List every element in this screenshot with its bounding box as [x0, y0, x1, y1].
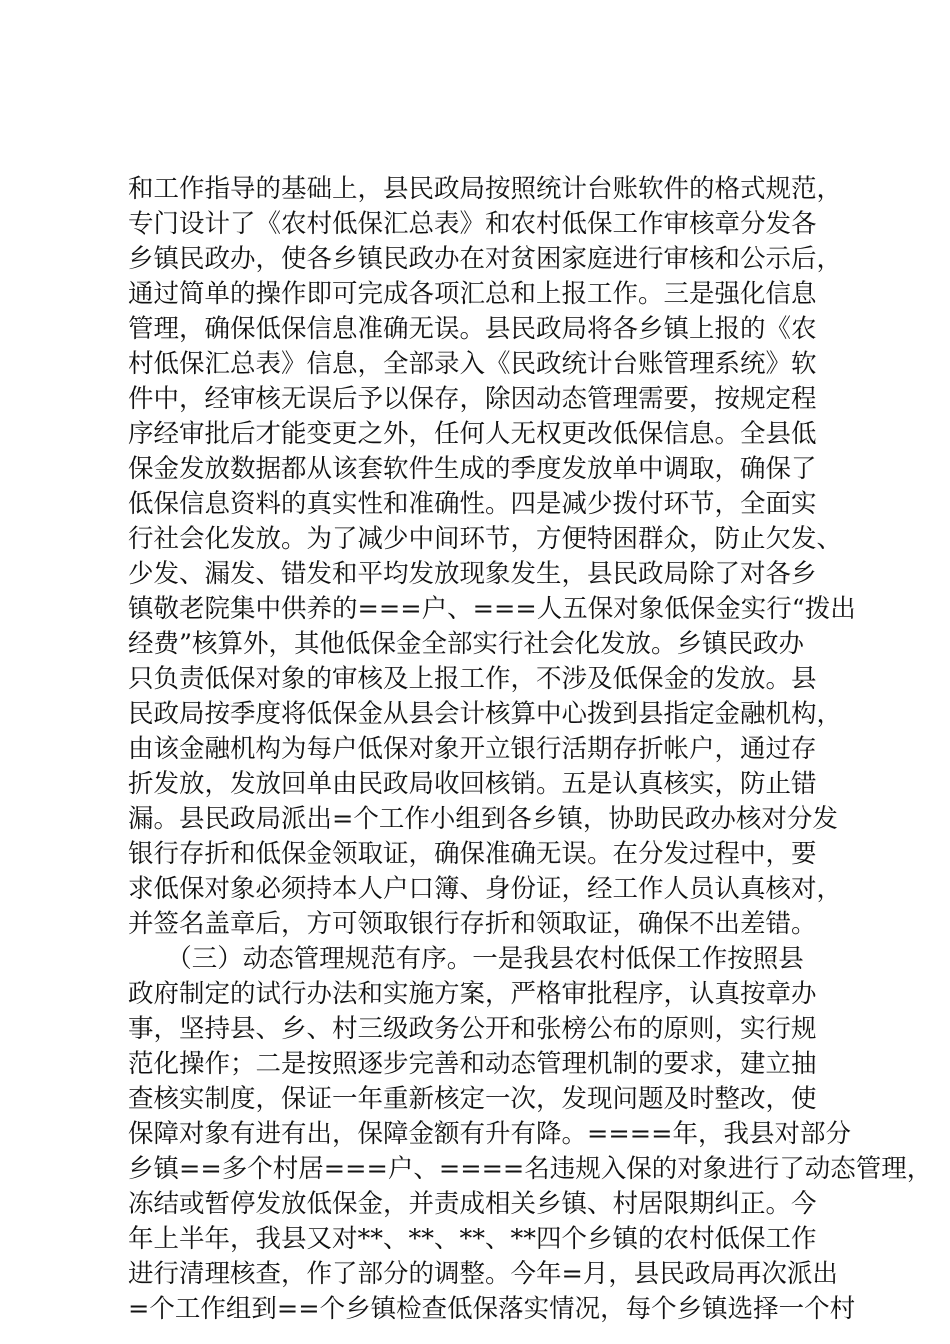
text-line: 保金发放数据都从该套软件生成的季度发放单中调取，确保了 — [128, 454, 817, 484]
text-line: 乡镇民政办，使各乡镇民政办在对贫困家庭进行审核和公示后， — [128, 244, 843, 274]
text-line: 保障对象有进有出，保障金额有升有降。====年，我县对部分 — [128, 1119, 851, 1149]
text-line: 专门设计了《农村低保汇总表》和农村低保工作审核章分发各 — [128, 209, 817, 239]
text-line: 行社会化发放。为了减少中间环节，方便特困群众，防止欠发、 — [128, 524, 843, 554]
text-line: 件中，经审核无误后予以保存，除因动态管理需要，按规定程 — [128, 384, 817, 414]
text-line: 进行清理核查，作了部分的调整。今年=月，县民政局再次派出 — [128, 1259, 838, 1289]
text-line: 并签名盖章后，方可领取银行存折和领取证，确保不出差错。 — [128, 909, 817, 939]
text-line: 乡镇==多个村居===户、====名违规入保的对象进行了动态管理， — [128, 1154, 933, 1184]
text-line: 由该金融机构为每户低保对象开立银行活期存折帐户，通过存 — [128, 734, 817, 764]
text-line: 冻结或暂停发放低保金，并责成相关乡镇、村居限期纠正。今 — [128, 1189, 817, 1219]
text-line: 经费”核算外，其他低保金全部实行社会化发放。乡镇民政办 — [128, 629, 805, 659]
text-line: 民政局按季度将低保金从县会计核算中心拨到县指定金融机构， — [128, 699, 843, 729]
text-line: =个工作组到==个乡镇检查低保落实情况，每个乡镇选择一个村 — [128, 1294, 856, 1324]
text-line: 村低保汇总表》信息，全部录入《民政统计台账管理系统》软 — [128, 349, 817, 379]
text-line: 银行存折和低保金领取证，确保准确无误。在分发过程中，要 — [128, 839, 817, 869]
text-line: 低保信息资料的真实性和准确性。四是减少拨付环节，全面实 — [128, 489, 817, 519]
text-line: 只负责低保对象的审核及上报工作，不涉及低保金的发放。县 — [128, 664, 817, 694]
text-line: 政府制定的试行办法和实施方案，严格审批程序，认真按章办 — [128, 979, 817, 1009]
text-line: 通过简单的操作即可完成各项汇总和上报工作。三是强化信息 — [128, 279, 817, 309]
paragraph-heading-line: （三）动态管理规范有序。一是我县农村低保工作按照县 — [128, 944, 804, 974]
text-line: 求低保对象必须持本人户口簿、身份证，经工作人员认真核对， — [128, 874, 843, 904]
text-line: 序经审批后才能变更之外，任何人无权更改低保信息。全县低 — [128, 419, 817, 449]
text-line: 漏。县民政局派出=个工作小组到各乡镇，协助民政办核对分发 — [128, 804, 838, 834]
text-line: 镇敬老院集中供养的===户、===人五保对象低保金实行“拨出 — [128, 594, 856, 624]
text-line: 少发、漏发、错发和平均发放现象发生，县民政局除了对各乡 — [128, 559, 817, 589]
text-line: 年上半年，我县又对**、**、**、**四个乡镇的农村低保工作 — [128, 1224, 817, 1254]
text-line: 范化操作；二是按照逐步完善和动态管理机制的要求，建立抽 — [128, 1049, 817, 1079]
text-line: 管理，确保低保信息准确无误。县民政局将各乡镇上报的《农 — [128, 314, 817, 344]
text-line: 折发放，发放回单由民政局收回核销。五是认真核实，防止错 — [128, 769, 817, 799]
text-line: 查核实制度，保证一年重新核定一次，发现问题及时整改，使 — [128, 1084, 817, 1114]
text-line: 和工作指导的基础上，县民政局按照统计台账软件的格式规范， — [128, 174, 843, 204]
text-line: 事，坚持县、乡、村三级政务公开和张榜公布的原则，实行规 — [128, 1014, 817, 1044]
body-text — [128, 172, 933, 1327]
